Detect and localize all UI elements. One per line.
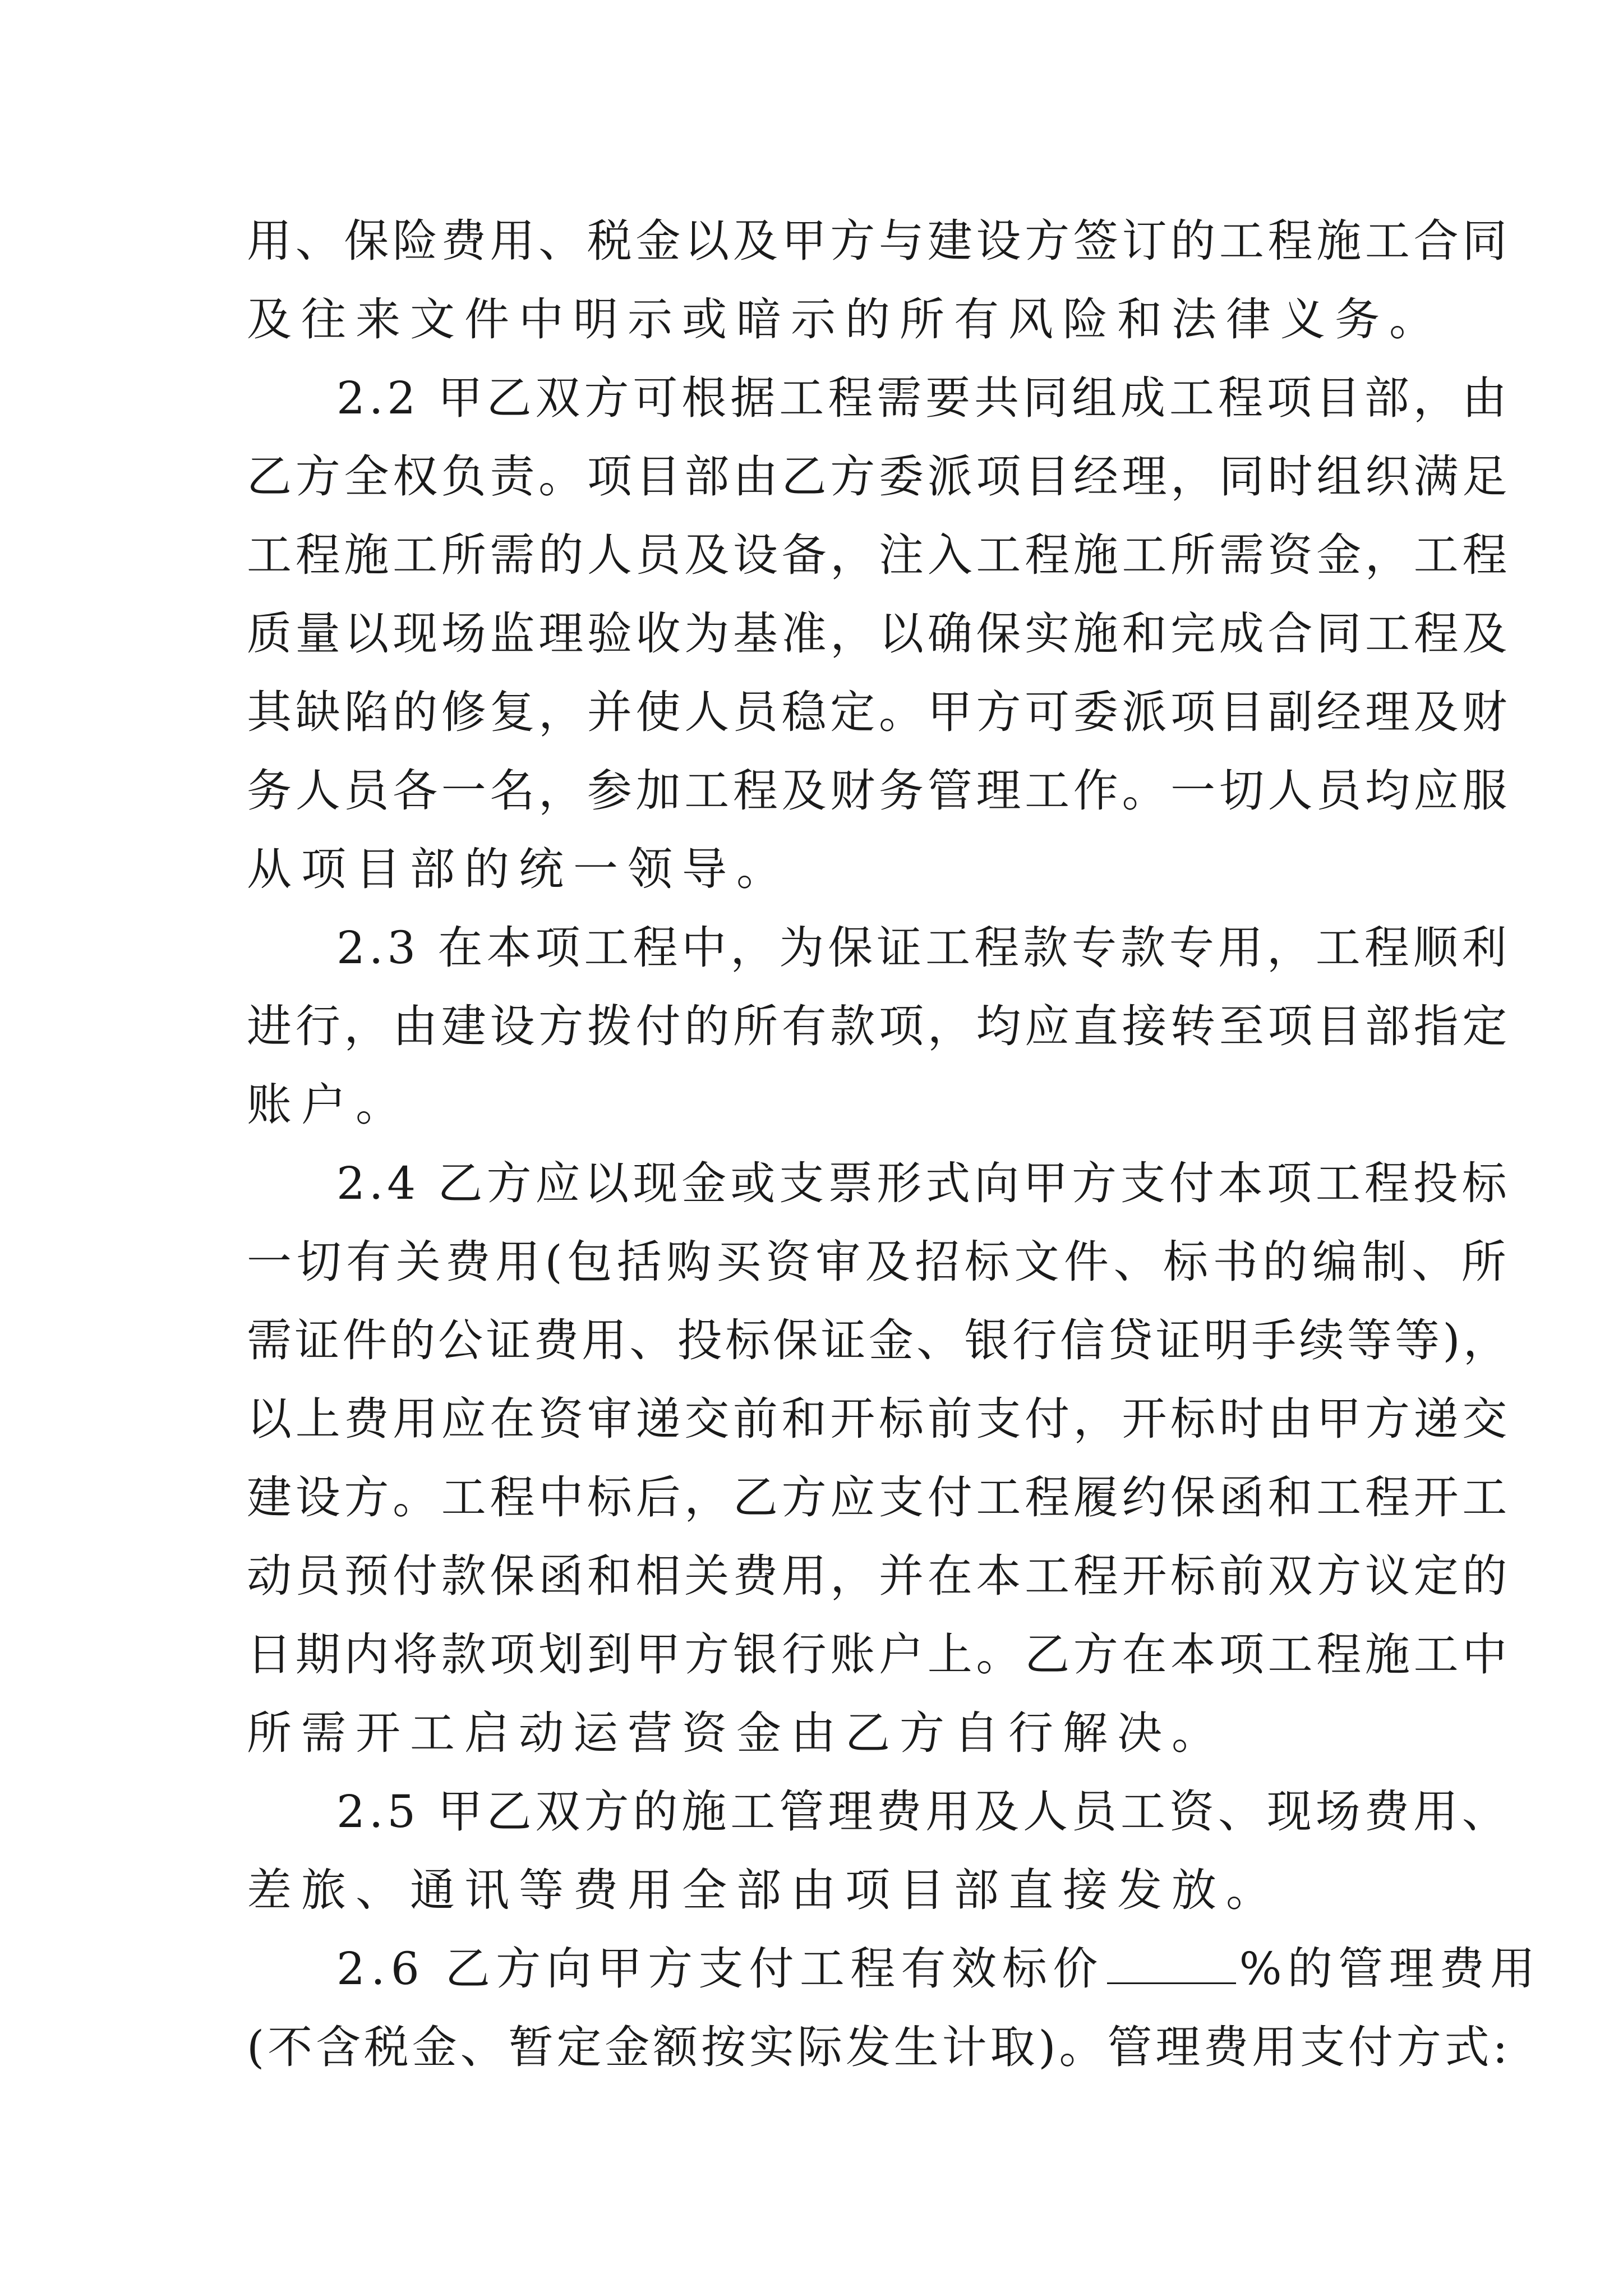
- text-line: 日期内将款项划到甲方银行账户上。乙方在本项工程施工中: [247, 1628, 1511, 1681]
- paragraph-2-6-first-line: [336, 1941, 1541, 1997]
- fill-in-blank: [1107, 1943, 1236, 1984]
- text-line: 进行，由建设方拨付的所有款项，均应直接转至项目部指定: [247, 1000, 1511, 1052]
- text-line: 差旅、通讯等费用全部由项目部直接发放。: [247, 1864, 1280, 1916]
- text-line: 建设方。工程中标后，乙方应支付工程履约保函和工程开工: [247, 1471, 1511, 1524]
- paragraph-2-5-first-line: 2.5 甲乙双方的施工管理费用及人员工资、现场费用、: [336, 1786, 1511, 1838]
- paragraph-2-4-first-line: 2.4 乙方应以现金或支票形式向甲方支付本项工程投标: [336, 1157, 1511, 1209]
- text-line: 从项目部的统一领导。: [247, 843, 791, 895]
- text-line: 动员预付款保函和相关费用，并在本工程开标前双方议定的: [247, 1550, 1511, 1602]
- text-line: 乙方全权负责。项目部由乙方委派项目经理，同时组织满足: [247, 450, 1511, 503]
- text-line: 所需开工启动运营资金由乙方自行解决。: [247, 1707, 1226, 1759]
- text-line: 及往来文件中明示或暗示的所有风险和法律义务。: [247, 293, 1444, 346]
- paragraph-2-2-first-line: 2.2 甲乙双方可根据工程需要共同组成工程项目部，由: [336, 372, 1511, 424]
- text-line: 以上费用应在资审递交前和开标前支付，开标时由甲方递交: [247, 1393, 1511, 1445]
- paragraph-2-3-first-line: 2.3 在本项工程中，为保证工程款专款专用，工程顺利: [336, 922, 1511, 974]
- text-line: (不含税金、暂定金额按实际发生计取)。管理费用支付方式:: [247, 2021, 1511, 2073]
- text-line: 其缺陷的修复，并使人员稳定。甲方可委派项目副经理及财: [247, 686, 1511, 738]
- text-segment: 2.6 乙方向甲方支付工程有效标价: [336, 1943, 1104, 1995]
- text-segment: %的管理费用: [1239, 1943, 1541, 1995]
- text-line: 务人员各一名，参加工程及财务管理工作。一切人员均应服: [247, 765, 1511, 817]
- text-line: 一切有关费用(包括购买资审及招标文件、标书的编制、所: [247, 1236, 1511, 1288]
- text-line: 质量以现场监理验收为基准，以确保实施和完成合同工程及: [247, 608, 1511, 660]
- text-line: 工程施工所需的人员及设备，注入工程施工所需资金，工程: [247, 529, 1511, 581]
- text-line: 账户。: [247, 1079, 410, 1131]
- text-line: 需证件的公证费用、投标保证金、银行信贷证明手续等等)，: [247, 1314, 1511, 1366]
- text-line: 用、保险费用、税金以及甲方与建设方签订的工程施工合同: [247, 215, 1511, 267]
